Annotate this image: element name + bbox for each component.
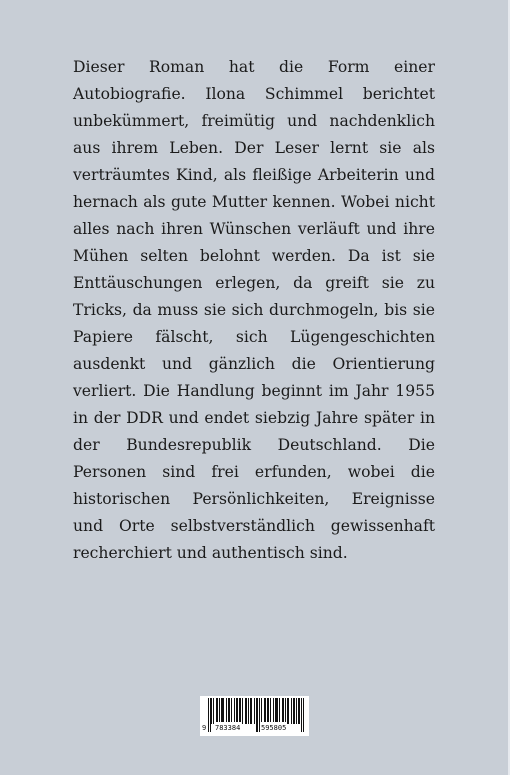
barcode-digits-right: 595805 <box>261 724 287 732</box>
barcode-bar <box>231 698 232 724</box>
barcode-bar <box>213 698 214 724</box>
barcode-bar <box>261 698 262 724</box>
barcode-bar <box>299 698 300 724</box>
barcode-bar <box>216 698 217 724</box>
barcode-bar <box>298 698 299 724</box>
barcode-bar <box>228 698 229 724</box>
barcode-bar <box>219 698 220 724</box>
barcode-digit-first: 9 <box>202 724 207 732</box>
barcode-bar <box>226 698 227 724</box>
barcode-bar <box>287 698 288 724</box>
barcode-bar <box>293 698 294 724</box>
barcode-bar <box>277 698 278 724</box>
barcode-bar <box>250 698 251 724</box>
blurb-text: Dieser Roman hat die Form einer Autobiografie. Ilona Schimmel berichtet unbekümmert, freimütig und nachdenklich aus ihrem Leben. Der Leser lernt sie als verträumtes Kind, als fleißige Arbeiterin und hernach als gute Mutter kennen. Wobei nicht alles nach ihren Wünschen verläuft und ihre Mühen selten belohnt werden. Da ist sie Enttäuschungen erlegen, da greift sie zu Tricks, da muss sie sich durchmogeln, bis sie Papiere fälscht, sich Lügengeschichten ausdenkt und gänzlich die Orientierung verliert. Die Handlung beginnt im Jahr 1955 in der DDR und endet siebzig Jahre später in der Bundesrepublik Deutschland. Die Personen sind frei erfunden, wobei die historischen Persönlichkeiten, Ereignisse und Orte selbstverständlich gewissenhaft recherchiert und authentisch sind. <box>73 58 435 562</box>
barcode-bar <box>296 698 297 724</box>
barcode-digits-left: 783384 <box>215 724 241 732</box>
barcode-bar <box>237 698 238 724</box>
isbn-barcode <box>200 696 309 736</box>
barcode-bar <box>223 698 224 724</box>
barcode-bar <box>240 698 241 724</box>
barcode-bar <box>254 698 255 724</box>
barcode-bar <box>248 698 249 724</box>
barcode-bar <box>242 698 243 724</box>
barcode-bar <box>288 698 289 724</box>
barcode-bar <box>222 698 223 724</box>
barcode-bar <box>273 698 274 724</box>
barcode-bar <box>283 698 284 724</box>
barcode-bar <box>211 698 212 724</box>
barcode-bar <box>236 698 237 724</box>
barcode-bar <box>285 698 286 724</box>
barcode-bar <box>294 698 295 724</box>
barcode-bar <box>221 698 222 724</box>
barcode-bar <box>245 698 246 724</box>
barcode-bar <box>251 698 252 724</box>
barcode-bar <box>239 698 240 724</box>
barcode-digits <box>200 722 309 734</box>
barcode-bar <box>265 698 266 724</box>
barcode-bar <box>291 698 292 724</box>
barcode-bar <box>268 698 269 724</box>
barcode-bar <box>234 698 235 724</box>
barcode-bar <box>217 698 218 724</box>
barcode-bar <box>246 698 247 724</box>
barcode-bar <box>264 698 265 724</box>
barcode-bar <box>270 698 271 724</box>
barcode-bar <box>279 698 280 724</box>
barcode-bar <box>267 698 268 724</box>
barcode-bar <box>276 698 277 724</box>
barcode-bar <box>275 698 276 724</box>
barcode-bar <box>282 698 283 724</box>
barcode-bar <box>229 698 230 724</box>
